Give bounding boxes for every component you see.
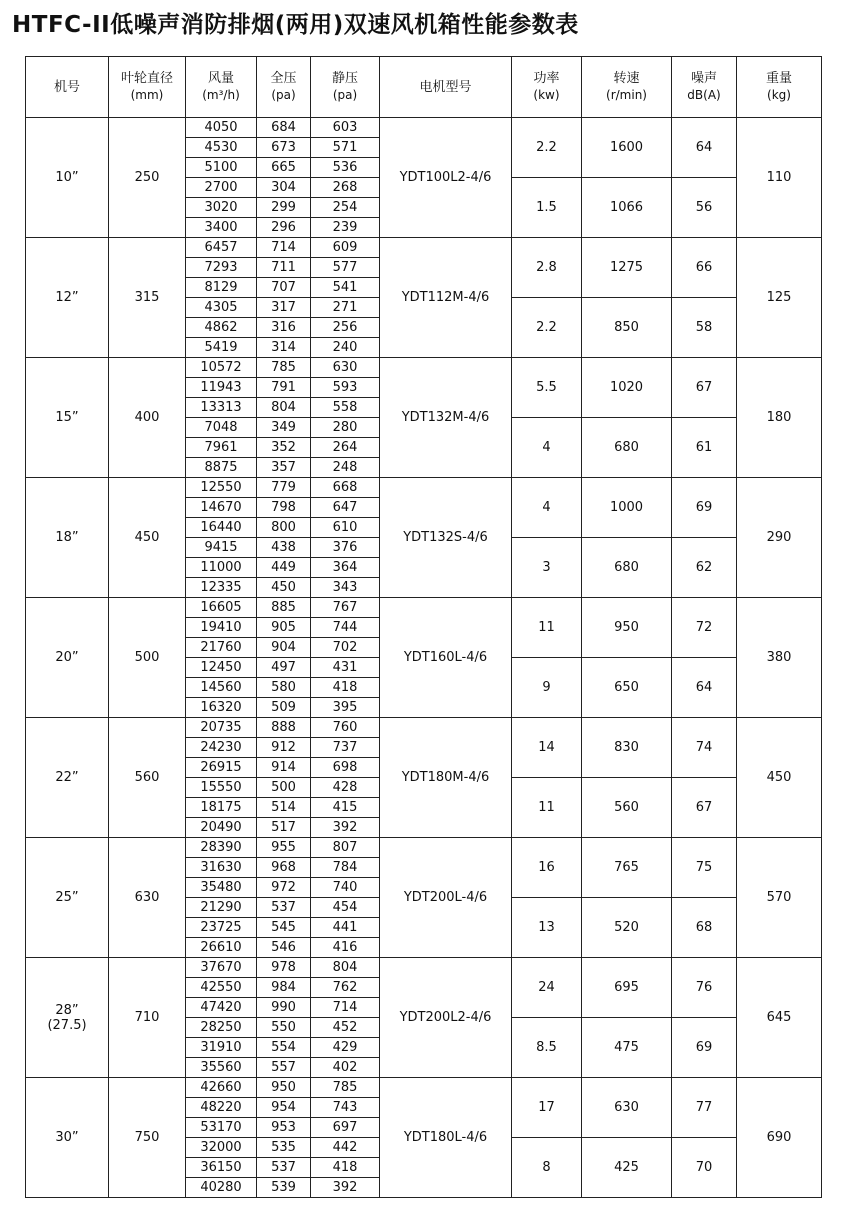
air-volume-cell: 19410 [186, 618, 257, 638]
air-volume-cell: 10572 [186, 358, 257, 378]
noise-cell: 67 [672, 358, 737, 418]
noise-cell: 69 [672, 1018, 737, 1078]
total-pressure-cell: 953 [257, 1118, 311, 1138]
air-volume-cell: 23725 [186, 918, 257, 938]
fan-no-cell [26, 598, 109, 718]
static-pressure-cell: 737 [311, 738, 380, 758]
table-row [26, 958, 822, 978]
fan-no-value: 28” [55, 1002, 79, 1018]
total-pressure-cell: 546 [257, 938, 311, 958]
header-speed: 转速 (r/min) [582, 57, 672, 118]
fan-no-value: 25” [55, 890, 79, 905]
weight-cell: 450 [737, 718, 822, 838]
power-cell: 2.8 [512, 238, 582, 298]
air-volume-cell: 7961 [186, 438, 257, 458]
power-cell: 3 [512, 538, 582, 598]
static-pressure-cell: 740 [311, 878, 380, 898]
total-pressure-cell: 557 [257, 1058, 311, 1078]
total-pressure-cell: 352 [257, 438, 311, 458]
total-pressure-cell: 665 [257, 158, 311, 178]
header-motor-model: 电机型号 [380, 57, 512, 118]
air-volume-cell: 20490 [186, 818, 257, 838]
air-volume-cell: 8875 [186, 458, 257, 478]
total-pressure-cell: 537 [257, 1158, 311, 1178]
power-cell: 11 [512, 598, 582, 658]
power-cell: 24 [512, 958, 582, 1018]
table-body [26, 118, 822, 1198]
weight-cell: 380 [737, 598, 822, 718]
total-pressure-cell: 885 [257, 598, 311, 618]
fan-no-cell [26, 1078, 109, 1198]
table-row [26, 358, 822, 378]
speed-cell: 850 [582, 298, 672, 358]
total-pressure-cell: 299 [257, 198, 311, 218]
motor-model-cell: YDT132S-4/6 [380, 478, 512, 598]
total-pressure-cell: 905 [257, 618, 311, 638]
fan-no-cell [26, 958, 109, 1078]
air-volume-cell: 42550 [186, 978, 257, 998]
noise-cell: 64 [672, 658, 737, 718]
speed-cell: 950 [582, 598, 672, 658]
weight-cell: 180 [737, 358, 822, 478]
weight-cell: 110 [737, 118, 822, 238]
air-volume-cell: 11000 [186, 558, 257, 578]
total-pressure-cell: 707 [257, 278, 311, 298]
air-volume-cell: 7048 [186, 418, 257, 438]
impeller-diameter-cell: 560 [109, 718, 186, 838]
noise-cell: 75 [672, 838, 737, 898]
air-volume-cell: 21290 [186, 898, 257, 918]
table-row [26, 118, 822, 138]
total-pressure-cell: 912 [257, 738, 311, 758]
total-pressure-cell: 357 [257, 458, 311, 478]
static-pressure-cell: 256 [311, 318, 380, 338]
header-row [26, 57, 822, 118]
air-volume-cell: 12550 [186, 478, 257, 498]
noise-cell: 61 [672, 418, 737, 478]
static-pressure-cell: 392 [311, 818, 380, 838]
static-pressure-cell: 441 [311, 918, 380, 938]
air-volume-cell: 4305 [186, 298, 257, 318]
air-volume-cell: 14560 [186, 678, 257, 698]
page-title: HTFC-II低噪声消防排烟(两用)双速风机箱性能参数表 [12, 12, 579, 38]
air-volume-cell: 26610 [186, 938, 257, 958]
static-pressure-cell: 743 [311, 1098, 380, 1118]
total-pressure-cell: 316 [257, 318, 311, 338]
air-volume-cell: 8129 [186, 278, 257, 298]
total-pressure-cell: 968 [257, 858, 311, 878]
impeller-diameter-cell: 315 [109, 238, 186, 358]
fan-no-cell [26, 718, 109, 838]
static-pressure-cell: 416 [311, 938, 380, 958]
impeller-diameter-cell: 500 [109, 598, 186, 718]
total-pressure-cell: 904 [257, 638, 311, 658]
air-volume-cell: 35480 [186, 878, 257, 898]
total-pressure-cell: 500 [257, 778, 311, 798]
speed-cell: 560 [582, 778, 672, 838]
air-volume-cell: 12450 [186, 658, 257, 678]
static-pressure-cell: 807 [311, 838, 380, 858]
static-pressure-cell: 697 [311, 1118, 380, 1138]
air-volume-cell: 31910 [186, 1038, 257, 1058]
air-volume-cell: 11943 [186, 378, 257, 398]
total-pressure-cell: 888 [257, 718, 311, 738]
air-volume-cell: 35560 [186, 1058, 257, 1078]
power-cell: 11 [512, 778, 582, 838]
total-pressure-cell: 798 [257, 498, 311, 518]
static-pressure-cell: 280 [311, 418, 380, 438]
air-volume-cell: 53170 [186, 1118, 257, 1138]
speed-cell: 475 [582, 1018, 672, 1078]
header-total-pressure: 全压 (pa) [257, 57, 311, 118]
noise-cell: 62 [672, 538, 737, 598]
air-volume-cell: 13313 [186, 398, 257, 418]
total-pressure-cell: 314 [257, 338, 311, 358]
static-pressure-cell: 431 [311, 658, 380, 678]
total-pressure-cell: 317 [257, 298, 311, 318]
static-pressure-cell: 744 [311, 618, 380, 638]
static-pressure-cell: 395 [311, 698, 380, 718]
table-row [26, 718, 822, 738]
power-cell: 5.5 [512, 358, 582, 418]
fan-no-sub-value: (27.5) [47, 1017, 87, 1033]
static-pressure-cell: 239 [311, 218, 380, 238]
motor-model-cell: YDT100L2-4/6 [380, 118, 512, 238]
static-pressure-cell: 593 [311, 378, 380, 398]
air-volume-cell: 12335 [186, 578, 257, 598]
total-pressure-cell: 537 [257, 898, 311, 918]
total-pressure-cell: 800 [257, 518, 311, 538]
static-pressure-cell: 762 [311, 978, 380, 998]
static-pressure-cell: 630 [311, 358, 380, 378]
fan-no-value: 12” [55, 290, 79, 305]
noise-cell: 56 [672, 178, 737, 238]
fan-no-value: 20” [55, 650, 79, 665]
static-pressure-cell: 647 [311, 498, 380, 518]
power-cell: 14 [512, 718, 582, 778]
static-pressure-cell: 418 [311, 678, 380, 698]
table-row [26, 1078, 822, 1098]
static-pressure-cell: 558 [311, 398, 380, 418]
air-volume-cell: 4530 [186, 138, 257, 158]
air-volume-cell: 4862 [186, 318, 257, 338]
static-pressure-cell: 343 [311, 578, 380, 598]
air-volume-cell: 24230 [186, 738, 257, 758]
total-pressure-cell: 438 [257, 538, 311, 558]
total-pressure-cell: 554 [257, 1038, 311, 1058]
total-pressure-cell: 539 [257, 1178, 311, 1198]
static-pressure-cell: 577 [311, 258, 380, 278]
noise-cell: 69 [672, 478, 737, 538]
static-pressure-cell: 452 [311, 1018, 380, 1038]
static-pressure-cell: 610 [311, 518, 380, 538]
impeller-diameter-cell: 710 [109, 958, 186, 1078]
speed-cell: 650 [582, 658, 672, 718]
static-pressure-cell: 268 [311, 178, 380, 198]
power-cell: 2.2 [512, 118, 582, 178]
table-row [26, 838, 822, 858]
speed-cell: 1275 [582, 238, 672, 298]
speed-cell: 520 [582, 898, 672, 958]
motor-model-cell: YDT180M-4/6 [380, 718, 512, 838]
static-pressure-cell: 571 [311, 138, 380, 158]
static-pressure-cell: 536 [311, 158, 380, 178]
static-pressure-cell: 702 [311, 638, 380, 658]
noise-cell: 72 [672, 598, 737, 658]
fan-no-value: 22” [55, 770, 79, 785]
weight-cell: 690 [737, 1078, 822, 1198]
speed-cell: 680 [582, 538, 672, 598]
air-volume-cell: 48220 [186, 1098, 257, 1118]
noise-cell: 77 [672, 1078, 737, 1138]
header-air-volume: 风量 (m³/h) [186, 57, 257, 118]
fan-no-value: 15” [55, 410, 79, 425]
total-pressure-cell: 955 [257, 838, 311, 858]
air-volume-cell: 4050 [186, 118, 257, 138]
header-static-pressure: 静压 (pa) [311, 57, 380, 118]
total-pressure-cell: 349 [257, 418, 311, 438]
speed-cell: 1600 [582, 118, 672, 178]
header-fan-no: 机号 [26, 57, 109, 118]
air-volume-cell: 14670 [186, 498, 257, 518]
total-pressure-cell: 950 [257, 1078, 311, 1098]
static-pressure-cell: 541 [311, 278, 380, 298]
speed-cell: 1000 [582, 478, 672, 538]
motor-model-cell: YDT132M-4/6 [380, 358, 512, 478]
total-pressure-cell: 804 [257, 398, 311, 418]
static-pressure-cell: 248 [311, 458, 380, 478]
speed-cell: 1066 [582, 178, 672, 238]
total-pressure-cell: 497 [257, 658, 311, 678]
air-volume-cell: 16605 [186, 598, 257, 618]
total-pressure-cell: 296 [257, 218, 311, 238]
static-pressure-cell: 442 [311, 1138, 380, 1158]
total-pressure-cell: 779 [257, 478, 311, 498]
weight-cell: 290 [737, 478, 822, 598]
power-cell: 4 [512, 478, 582, 538]
noise-cell: 64 [672, 118, 737, 178]
air-volume-cell: 36150 [186, 1158, 257, 1178]
header-impeller-diameter: 叶轮直径 (mm) [109, 57, 186, 118]
air-volume-cell: 28250 [186, 1018, 257, 1038]
noise-cell: 76 [672, 958, 737, 1018]
total-pressure-cell: 514 [257, 798, 311, 818]
air-volume-cell: 7293 [186, 258, 257, 278]
table-row [26, 598, 822, 618]
static-pressure-cell: 429 [311, 1038, 380, 1058]
static-pressure-cell: 784 [311, 858, 380, 878]
total-pressure-cell: 673 [257, 138, 311, 158]
weight-cell: 125 [737, 238, 822, 358]
total-pressure-cell: 684 [257, 118, 311, 138]
total-pressure-cell: 509 [257, 698, 311, 718]
impeller-diameter-cell: 450 [109, 478, 186, 598]
air-volume-cell: 3400 [186, 218, 257, 238]
header-noise: 噪声 dB(A) [672, 57, 737, 118]
motor-model-cell: YDT200L-4/6 [380, 838, 512, 958]
static-pressure-cell: 402 [311, 1058, 380, 1078]
power-cell: 13 [512, 898, 582, 958]
air-volume-cell: 37670 [186, 958, 257, 978]
fan-no-cell [26, 478, 109, 598]
fan-no-value: 18” [55, 530, 79, 545]
air-volume-cell: 5100 [186, 158, 257, 178]
header-weight: 重量 (kg) [737, 57, 822, 118]
impeller-diameter-cell: 250 [109, 118, 186, 238]
weight-cell: 570 [737, 838, 822, 958]
power-cell: 1.5 [512, 178, 582, 238]
air-volume-cell: 18175 [186, 798, 257, 818]
static-pressure-cell: 668 [311, 478, 380, 498]
table-row [26, 238, 822, 258]
static-pressure-cell: 364 [311, 558, 380, 578]
fan-no-cell [26, 838, 109, 958]
air-volume-cell: 21760 [186, 638, 257, 658]
noise-cell: 70 [672, 1138, 737, 1198]
noise-cell: 74 [672, 718, 737, 778]
air-volume-cell: 5419 [186, 338, 257, 358]
air-volume-cell: 16440 [186, 518, 257, 538]
fan-no-cell [26, 358, 109, 478]
air-volume-cell: 26915 [186, 758, 257, 778]
total-pressure-cell: 954 [257, 1098, 311, 1118]
air-volume-cell: 28390 [186, 838, 257, 858]
static-pressure-cell: 415 [311, 798, 380, 818]
total-pressure-cell: 714 [257, 238, 311, 258]
power-cell: 9 [512, 658, 582, 718]
air-volume-cell: 32000 [186, 1138, 257, 1158]
speed-cell: 830 [582, 718, 672, 778]
air-volume-cell: 40280 [186, 1178, 257, 1198]
noise-cell: 58 [672, 298, 737, 358]
total-pressure-cell: 711 [257, 258, 311, 278]
impeller-diameter-cell: 630 [109, 838, 186, 958]
motor-model-cell: YDT180L-4/6 [380, 1078, 512, 1198]
total-pressure-cell: 304 [257, 178, 311, 198]
total-pressure-cell: 450 [257, 578, 311, 598]
static-pressure-cell: 264 [311, 438, 380, 458]
power-cell: 16 [512, 838, 582, 898]
static-pressure-cell: 767 [311, 598, 380, 618]
air-volume-cell: 3020 [186, 198, 257, 218]
static-pressure-cell: 392 [311, 1178, 380, 1198]
total-pressure-cell: 535 [257, 1138, 311, 1158]
speed-cell: 695 [582, 958, 672, 1018]
noise-cell: 67 [672, 778, 737, 838]
air-volume-cell: 47420 [186, 998, 257, 1018]
speed-cell: 630 [582, 1078, 672, 1138]
static-pressure-cell: 698 [311, 758, 380, 778]
total-pressure-cell: 785 [257, 358, 311, 378]
total-pressure-cell: 972 [257, 878, 311, 898]
performance-table [25, 56, 822, 1198]
motor-model-cell: YDT160L-4/6 [380, 598, 512, 718]
air-volume-cell: 9415 [186, 538, 257, 558]
motor-model-cell: YDT200L2-4/6 [380, 958, 512, 1078]
total-pressure-cell: 990 [257, 998, 311, 1018]
impeller-diameter-cell: 750 [109, 1078, 186, 1198]
noise-cell: 66 [672, 238, 737, 298]
static-pressure-cell: 603 [311, 118, 380, 138]
total-pressure-cell: 984 [257, 978, 311, 998]
air-volume-cell: 16320 [186, 698, 257, 718]
total-pressure-cell: 449 [257, 558, 311, 578]
fan-no-cell [26, 238, 109, 358]
air-volume-cell: 31630 [186, 858, 257, 878]
impeller-diameter-cell: 400 [109, 358, 186, 478]
speed-cell: 1020 [582, 358, 672, 418]
fan-no-value: 30” [55, 1130, 79, 1145]
total-pressure-cell: 914 [257, 758, 311, 778]
static-pressure-cell: 240 [311, 338, 380, 358]
air-volume-cell: 15550 [186, 778, 257, 798]
speed-cell: 425 [582, 1138, 672, 1198]
static-pressure-cell: 418 [311, 1158, 380, 1178]
power-cell: 2.2 [512, 298, 582, 358]
static-pressure-cell: 804 [311, 958, 380, 978]
static-pressure-cell: 428 [311, 778, 380, 798]
total-pressure-cell: 978 [257, 958, 311, 978]
static-pressure-cell: 760 [311, 718, 380, 738]
static-pressure-cell: 376 [311, 538, 380, 558]
speed-cell: 765 [582, 838, 672, 898]
power-cell: 4 [512, 418, 582, 478]
total-pressure-cell: 580 [257, 678, 311, 698]
static-pressure-cell: 254 [311, 198, 380, 218]
header-power: 功率 (kw) [512, 57, 582, 118]
total-pressure-cell: 545 [257, 918, 311, 938]
static-pressure-cell: 785 [311, 1078, 380, 1098]
motor-model-cell: YDT112M-4/6 [380, 238, 512, 358]
static-pressure-cell: 271 [311, 298, 380, 318]
weight-cell: 645 [737, 958, 822, 1078]
air-volume-cell: 6457 [186, 238, 257, 258]
power-cell: 8 [512, 1138, 582, 1198]
power-cell: 8.5 [512, 1018, 582, 1078]
static-pressure-cell: 714 [311, 998, 380, 1018]
speed-cell: 680 [582, 418, 672, 478]
air-volume-cell: 42660 [186, 1078, 257, 1098]
fan-no-cell [26, 118, 109, 238]
total-pressure-cell: 517 [257, 818, 311, 838]
noise-cell: 68 [672, 898, 737, 958]
static-pressure-cell: 609 [311, 238, 380, 258]
total-pressure-cell: 791 [257, 378, 311, 398]
fan-no-value: 10” [55, 170, 79, 185]
air-volume-cell: 2700 [186, 178, 257, 198]
air-volume-cell: 20735 [186, 718, 257, 738]
static-pressure-cell: 454 [311, 898, 380, 918]
total-pressure-cell: 550 [257, 1018, 311, 1038]
power-cell: 17 [512, 1078, 582, 1138]
table-row [26, 478, 822, 498]
